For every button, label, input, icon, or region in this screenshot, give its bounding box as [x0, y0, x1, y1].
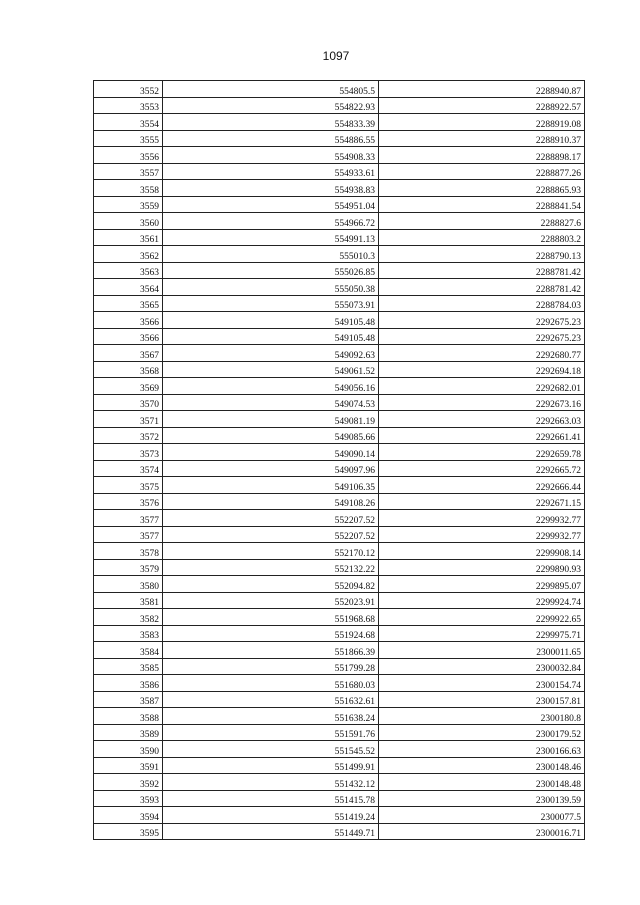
table-row	[94, 411, 585, 428]
point-number-cell: 3566	[94, 312, 163, 329]
point-number-cell: 3576	[94, 493, 163, 510]
table-row	[94, 378, 585, 395]
point-number-cell: 3574	[94, 460, 163, 477]
x-coordinate-cell: 551968.68	[163, 609, 379, 626]
table-row	[94, 163, 585, 180]
table-row	[94, 790, 585, 807]
x-coordinate-cell: 551866.39	[163, 642, 379, 659]
y-coordinate-cell: 2292665.72	[379, 460, 585, 477]
table-row	[94, 246, 585, 263]
table-row	[94, 345, 585, 362]
point-number-cell: 3588	[94, 708, 163, 725]
point-number-cell: 3584	[94, 642, 163, 659]
x-coordinate-cell: 549106.35	[163, 477, 379, 494]
table-row	[94, 675, 585, 692]
table-row	[94, 774, 585, 791]
y-coordinate-cell: 2299922.65	[379, 609, 585, 626]
y-coordinate-cell: 2299932.77	[379, 526, 585, 543]
point-number-cell: 3585	[94, 658, 163, 675]
y-coordinate-cell: 2288910.37	[379, 130, 585, 147]
point-number-cell: 3591	[94, 757, 163, 774]
point-number-cell: 3565	[94, 295, 163, 312]
x-coordinate-cell: 549056.16	[163, 378, 379, 395]
x-coordinate-cell: 551799.28	[163, 658, 379, 675]
x-coordinate-cell: 551638.24	[163, 708, 379, 725]
x-coordinate-cell: 549105.48	[163, 328, 379, 345]
table-row	[94, 757, 585, 774]
table-row	[94, 394, 585, 411]
y-coordinate-cell: 2288922.57	[379, 97, 585, 114]
table-row	[94, 592, 585, 609]
table-row	[94, 147, 585, 164]
x-coordinate-cell: 551449.71	[163, 823, 379, 840]
coordinates-table	[93, 80, 585, 840]
point-number-cell: 3593	[94, 790, 163, 807]
point-number-cell: 3566	[94, 328, 163, 345]
y-coordinate-cell: 2300148.46	[379, 757, 585, 774]
x-coordinate-cell: 554966.72	[163, 213, 379, 230]
point-number-cell: 3580	[94, 576, 163, 593]
point-number-cell: 3592	[94, 774, 163, 791]
point-number-cell: 3561	[94, 229, 163, 246]
point-number-cell: 3569	[94, 378, 163, 395]
point-number-cell: 3562	[94, 246, 163, 263]
table-row	[94, 295, 585, 312]
table-row	[94, 526, 585, 543]
table-row	[94, 658, 585, 675]
x-coordinate-cell: 549105.48	[163, 312, 379, 329]
table-row	[94, 114, 585, 131]
y-coordinate-cell: 2300032.84	[379, 658, 585, 675]
y-coordinate-cell: 2300157.81	[379, 691, 585, 708]
x-coordinate-cell: 552132.22	[163, 559, 379, 576]
y-coordinate-cell: 2288919.08	[379, 114, 585, 131]
y-coordinate-cell: 2300154.74	[379, 675, 585, 692]
table-row	[94, 642, 585, 659]
point-number-cell: 3594	[94, 807, 163, 824]
y-coordinate-cell: 2292659.78	[379, 444, 585, 461]
table-row	[94, 576, 585, 593]
y-coordinate-cell: 2288841.54	[379, 196, 585, 213]
table-row	[94, 510, 585, 527]
point-number-cell: 3558	[94, 180, 163, 197]
y-coordinate-cell: 2292673.16	[379, 394, 585, 411]
point-number-cell: 3563	[94, 262, 163, 279]
y-coordinate-cell: 2299975.71	[379, 625, 585, 642]
table-row	[94, 823, 585, 840]
point-number-cell: 3552	[94, 81, 163, 98]
table-row	[94, 609, 585, 626]
point-number-cell: 3554	[94, 114, 163, 131]
x-coordinate-cell: 554938.83	[163, 180, 379, 197]
x-coordinate-cell: 551591.76	[163, 724, 379, 741]
x-coordinate-cell: 552207.52	[163, 510, 379, 527]
x-coordinate-cell: 554951.04	[163, 196, 379, 213]
point-number-cell: 3590	[94, 741, 163, 758]
y-coordinate-cell: 2300016.71	[379, 823, 585, 840]
point-number-cell: 3553	[94, 97, 163, 114]
y-coordinate-cell: 2299932.77	[379, 510, 585, 527]
y-coordinate-cell: 2288790.13	[379, 246, 585, 263]
page-number: 1097	[322, 49, 350, 63]
table-row	[94, 444, 585, 461]
y-coordinate-cell: 2292675.23	[379, 312, 585, 329]
x-coordinate-cell: 552023.91	[163, 592, 379, 609]
table-row	[94, 807, 585, 824]
y-coordinate-cell: 2288781.42	[379, 262, 585, 279]
y-coordinate-cell: 2300139.59	[379, 790, 585, 807]
x-coordinate-cell: 551415.78	[163, 790, 379, 807]
table-row	[94, 708, 585, 725]
x-coordinate-cell: 555073.91	[163, 295, 379, 312]
point-number-cell: 3572	[94, 427, 163, 444]
point-number-cell: 3579	[94, 559, 163, 576]
x-coordinate-cell: 552094.82	[163, 576, 379, 593]
table-row	[94, 543, 585, 560]
x-coordinate-cell: 554822.93	[163, 97, 379, 114]
y-coordinate-cell: 2288865.93	[379, 180, 585, 197]
point-number-cell: 3577	[94, 510, 163, 527]
table-row	[94, 312, 585, 329]
table-row	[94, 279, 585, 296]
y-coordinate-cell: 2300166.63	[379, 741, 585, 758]
x-coordinate-cell: 551632.61	[163, 691, 379, 708]
point-number-cell: 3595	[94, 823, 163, 840]
y-coordinate-cell: 2299924.74	[379, 592, 585, 609]
point-number-cell: 3575	[94, 477, 163, 494]
point-number-cell: 3559	[94, 196, 163, 213]
table-row	[94, 741, 585, 758]
point-number-cell: 3560	[94, 213, 163, 230]
y-coordinate-cell: 2300077.5	[379, 807, 585, 824]
x-coordinate-cell: 551924.68	[163, 625, 379, 642]
x-coordinate-cell: 554886.55	[163, 130, 379, 147]
x-coordinate-cell: 549061.52	[163, 361, 379, 378]
point-number-cell: 3589	[94, 724, 163, 741]
y-coordinate-cell: 2288898.17	[379, 147, 585, 164]
table-row	[94, 361, 585, 378]
point-number-cell: 3577	[94, 526, 163, 543]
y-coordinate-cell: 2299908.14	[379, 543, 585, 560]
table-row	[94, 130, 585, 147]
table-row	[94, 229, 585, 246]
x-coordinate-cell: 554991.13	[163, 229, 379, 246]
point-number-cell: 3578	[94, 543, 163, 560]
point-number-cell: 3573	[94, 444, 163, 461]
x-coordinate-cell: 549092.63	[163, 345, 379, 362]
y-coordinate-cell: 2292661.41	[379, 427, 585, 444]
y-coordinate-cell: 2288784.03	[379, 295, 585, 312]
x-coordinate-cell: 552207.52	[163, 526, 379, 543]
point-number-cell: 3583	[94, 625, 163, 642]
y-coordinate-cell: 2300179.52	[379, 724, 585, 741]
x-coordinate-cell: 551545.52	[163, 741, 379, 758]
y-coordinate-cell: 2300011.65	[379, 642, 585, 659]
x-coordinate-cell: 549081.19	[163, 411, 379, 428]
y-coordinate-cell: 2299895.07	[379, 576, 585, 593]
y-coordinate-cell: 2300180.8	[379, 708, 585, 725]
y-coordinate-cell: 2292682.01	[379, 378, 585, 395]
point-number-cell: 3556	[94, 147, 163, 164]
table-row	[94, 460, 585, 477]
point-number-cell: 3587	[94, 691, 163, 708]
table-row	[94, 81, 585, 98]
x-coordinate-cell: 554805.5	[163, 81, 379, 98]
table-row	[94, 724, 585, 741]
x-coordinate-cell: 549108.26	[163, 493, 379, 510]
y-coordinate-cell: 2288827.6	[379, 213, 585, 230]
x-coordinate-cell: 549074.53	[163, 394, 379, 411]
point-number-cell: 3564	[94, 279, 163, 296]
point-number-cell: 3567	[94, 345, 163, 362]
x-coordinate-cell: 555010.3	[163, 246, 379, 263]
point-number-cell: 3555	[94, 130, 163, 147]
y-coordinate-cell: 2292680.77	[379, 345, 585, 362]
table-row	[94, 328, 585, 345]
point-number-cell: 3571	[94, 411, 163, 428]
x-coordinate-cell: 554908.33	[163, 147, 379, 164]
y-coordinate-cell: 2292675.23	[379, 328, 585, 345]
table-row	[94, 196, 585, 213]
y-coordinate-cell: 2292671.15	[379, 493, 585, 510]
y-coordinate-cell: 2288803.2	[379, 229, 585, 246]
x-coordinate-cell: 549090.14	[163, 444, 379, 461]
x-coordinate-cell: 551680.03	[163, 675, 379, 692]
y-coordinate-cell: 2299890.93	[379, 559, 585, 576]
point-number-cell: 3570	[94, 394, 163, 411]
table-row	[94, 180, 585, 197]
point-number-cell: 3557	[94, 163, 163, 180]
coordinates-table-body	[94, 81, 585, 840]
y-coordinate-cell: 2292663.03	[379, 411, 585, 428]
table-row	[94, 262, 585, 279]
table-row	[94, 427, 585, 444]
point-number-cell: 3586	[94, 675, 163, 692]
x-coordinate-cell: 555050.38	[163, 279, 379, 296]
table-row	[94, 213, 585, 230]
point-number-cell: 3568	[94, 361, 163, 378]
x-coordinate-cell: 552170.12	[163, 543, 379, 560]
table-row	[94, 493, 585, 510]
table-row	[94, 559, 585, 576]
x-coordinate-cell: 551419.24	[163, 807, 379, 824]
y-coordinate-cell: 2288877.26	[379, 163, 585, 180]
table-row	[94, 625, 585, 642]
table-row	[94, 97, 585, 114]
point-number-cell: 3582	[94, 609, 163, 626]
x-coordinate-cell: 555026.85	[163, 262, 379, 279]
x-coordinate-cell: 551499.91	[163, 757, 379, 774]
y-coordinate-cell: 2288781.42	[379, 279, 585, 296]
x-coordinate-cell: 549097.96	[163, 460, 379, 477]
x-coordinate-cell: 554933.61	[163, 163, 379, 180]
x-coordinate-cell: 551432.12	[163, 774, 379, 791]
y-coordinate-cell: 2288940.87	[379, 81, 585, 98]
x-coordinate-cell: 554833.39	[163, 114, 379, 131]
y-coordinate-cell: 2292666.44	[379, 477, 585, 494]
point-number-cell: 3581	[94, 592, 163, 609]
y-coordinate-cell: 2292694.18	[379, 361, 585, 378]
table-row	[94, 691, 585, 708]
y-coordinate-cell: 2300148.48	[379, 774, 585, 791]
x-coordinate-cell: 549085.66	[163, 427, 379, 444]
table-row	[94, 477, 585, 494]
